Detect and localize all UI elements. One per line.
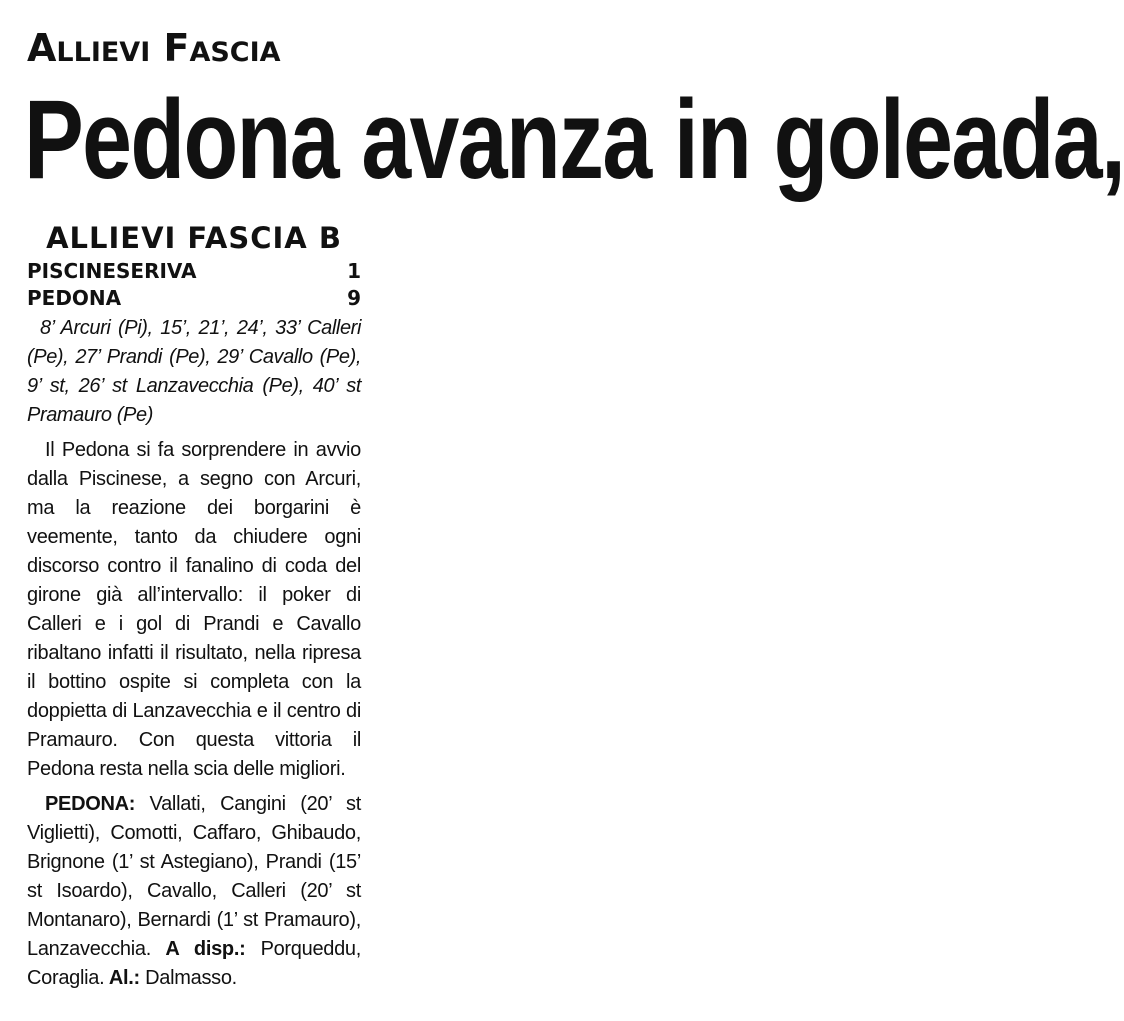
lineup-players: Vallati, Cangini (20’ st Viglietti), Comotti, Caffaro, Ghibaudo, Brignone (1’ st Astegiano), Prandi (15’ st Isoardo), Cavallo, Calleri (20’ st Montanaro), Bernardi (1’ st Pramauro), Lanzavecchia. (27, 793, 361, 960)
home-team: PISCINESERIVA (27, 259, 197, 283)
lineup-bench: Porqueddu, Coraglia. (27, 938, 361, 989)
team-lineup (27, 790, 361, 993)
article-headline: Pedona avanza in goleada, (24, 77, 1124, 202)
lineup-coach-label: Al.: (104, 967, 140, 989)
match-report: Il Pedona si fa sorprendere in avvio dalla Piscinese, a segno con Arcuri, ma la reazione dei borgarini è veemente, tanto da chiudere ogni discorso contro il fanalino di coda del girone già all’intervallo: il poker di Calleri e i gol di Prandi e Cavallo ribaltano infatti il risultato, nella ripresa il bottino ospite si completa con la doppietta di Lanzavecchia e il centro di Pramauro. Con questa vittoria il Pedona resta nella scia delle migliori. (27, 439, 361, 780)
away-score: 9 (347, 286, 361, 310)
lineup-team-label: PEDONA: (45, 793, 136, 815)
scorers-list: 8’ Arcuri (Pi), 15’, 21’, 24’, 33’ Calleri (Pe), 27’ Prandi (Pe), 29’ Cavallo (Pe), 9’ st, 26’ st Lanzavecchia (Pe), 40’ st Pramauro (Pe) (27, 317, 361, 426)
away-score-row (27, 285, 361, 312)
home-score-row (27, 258, 361, 285)
home-score: 1 (347, 259, 361, 283)
lineup-bench-label: A disp.: (150, 938, 246, 960)
article-column (27, 218, 361, 993)
lineup-coach: Dalmasso. (139, 967, 237, 989)
away-team: PEDONA (27, 286, 122, 310)
section-title: ALLIEVI FASCIA B (46, 221, 342, 255)
article-kicker: Allievi Fascia (27, 26, 281, 70)
